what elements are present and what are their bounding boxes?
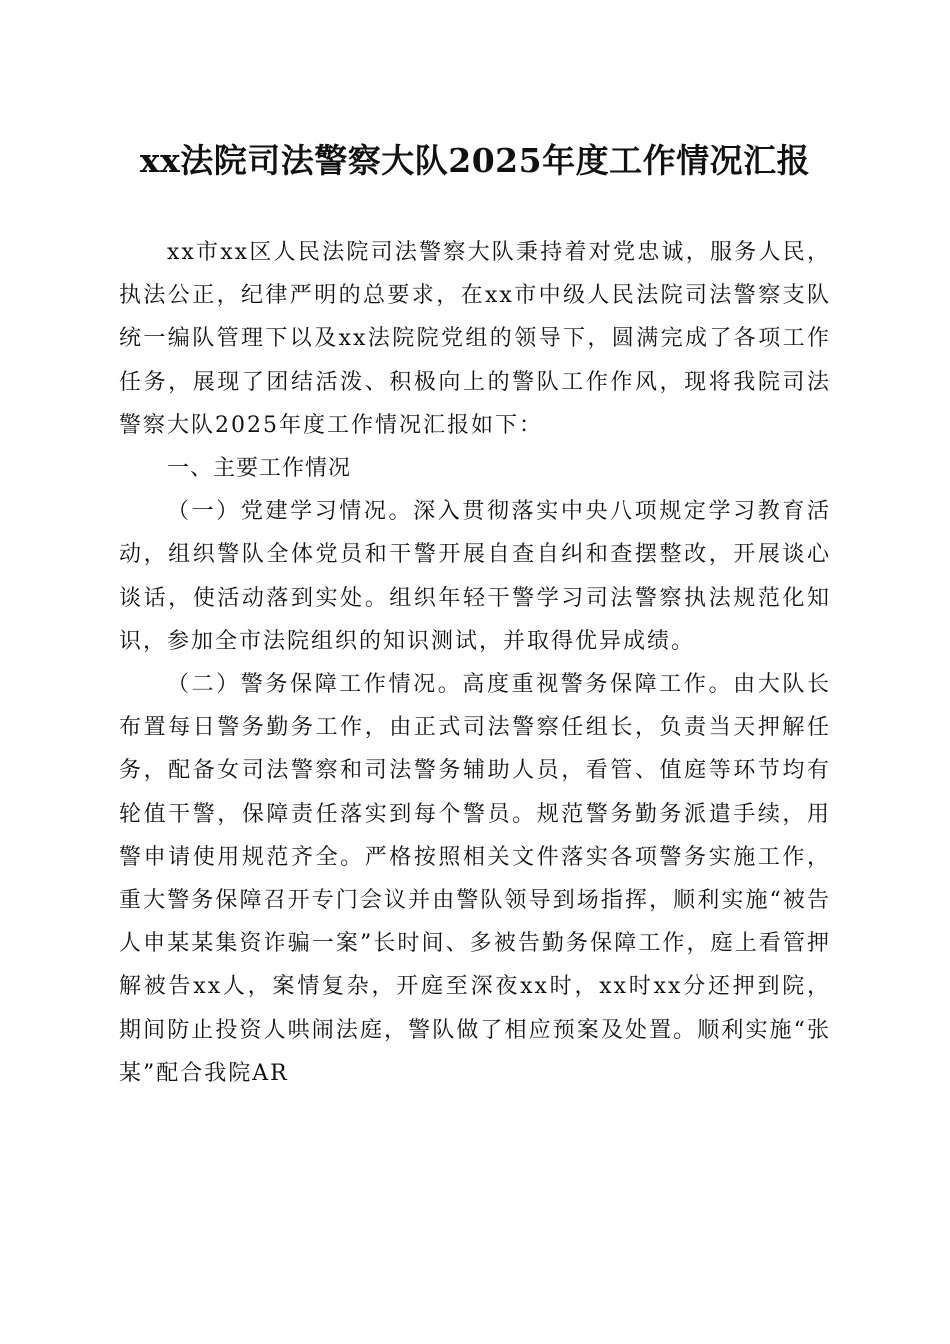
document-body	[119, 231, 831, 1095]
paragraph-police-support: （二）警务保障工作情况。高度重视警务保障工作。由大队长布置每日警务勤务工作，由正式司法警察任组长，负责当天押解任务，配备女司法警察和司法警务辅助人员，看管、值庭等环节均有轮值干警，保障责任落实到每个警员。规范警务勤务派遣手续，用警申请使用规范齐全。严格按照相关文件落实各项警务实施工作，重大警务保障召开专门会议并由警队领导到场指挥，顺利实施“被告人申某某集资诈骗一案”长时间、多被告勤务保障工作，庭上看管押解被告xx人，案情复杂，开庭至深夜xx时，xx时xx分还押到院，期间防止投资人哄闹法庭，警队做了相应预案及处置。顺利实施“张某”配合我院AR	[119, 672, 831, 1086]
document-title: xx法院司法警察大队2025年度工作情况汇报	[139, 141, 811, 180]
paragraph-party-study: （一）党建学习情况。深入贯彻落实中央八项规定学习教育活动，组织警队全体党员和干警开展自查自纠和查摆整改，开展谈心谈话，使活动落到实处。组织年轻干警学习司法警察执法规范化知识，参加全市法院组织的知识测试，并取得优异成绩。	[119, 499, 831, 654]
intro-paragraph: xx市xx区人民法院司法警察大队秉持着对党忠诚，服务人民，执法公正，纪律严明的总要求，在xx市中级人民法院司法警察支队统一编队管理下以及xx法院院党组的领导下，圆满完成了各项工作任务，展现了团结活泼、积极向上的警队工作作风，现将我院司法警察大队2025年度工作情况汇报如下：	[119, 240, 831, 438]
section-heading-main-work: 一、主要工作情况	[167, 456, 352, 482]
